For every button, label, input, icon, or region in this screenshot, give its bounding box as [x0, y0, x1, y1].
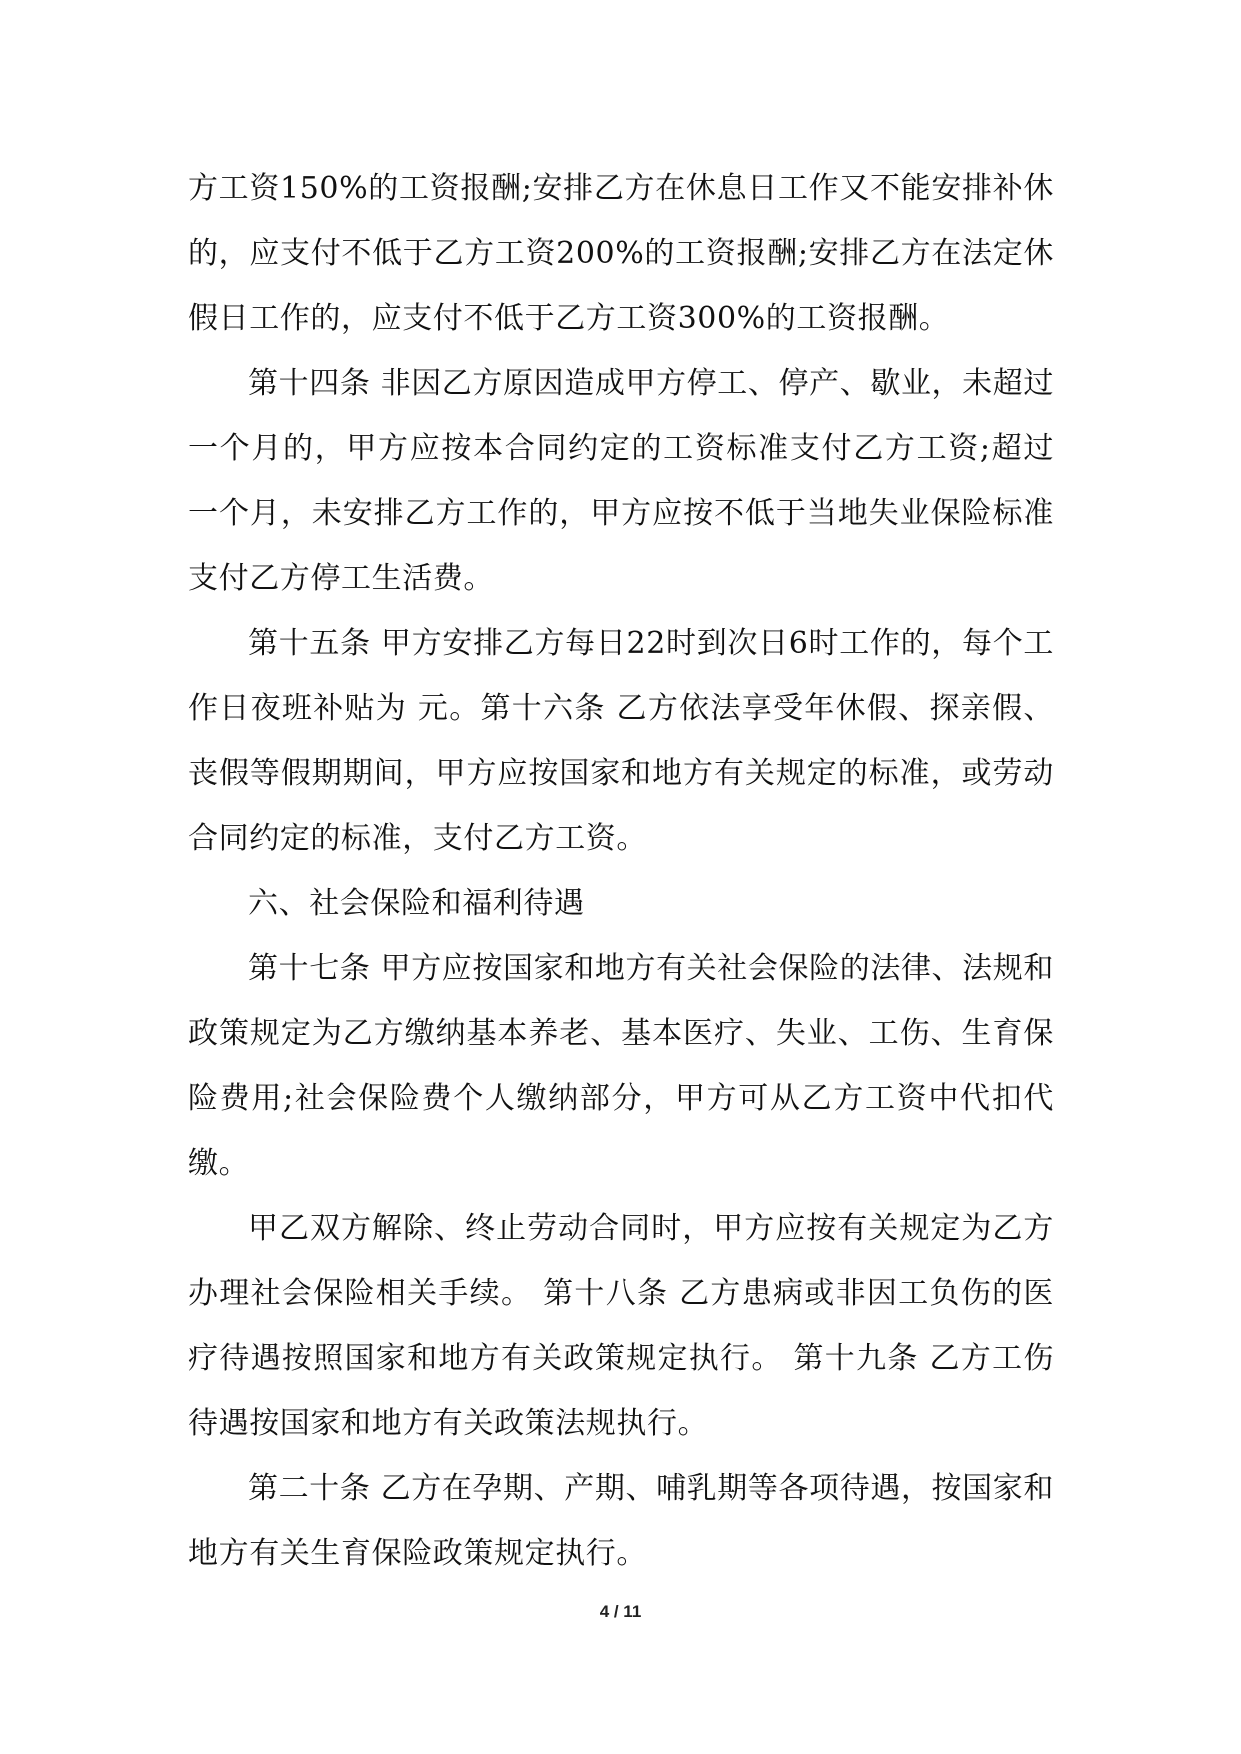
- document-body: [188, 156, 1054, 1586]
- paragraph-article-14: 第十四条 非因乙方原因造成甲方停工、停产、歇业，未超过一个月的，甲方应按本合同约定的工资标准支付乙方工资;超过一个月，未安排乙方工作的，甲方应按不低于当地失业保险标准支付乙方停工生活费。: [188, 366, 1054, 596]
- paragraph-wage-overtime: 方工资150%的工资报酬;安排乙方在休息日工作又不能安排补休的，应支付不低于乙方工资200%的工资报酬;安排乙方在法定休假日工作的，应支付不低于乙方工资300%的工资报酬。: [188, 171, 1054, 336]
- paragraph-article-15-16: 第十五条 甲方安排乙方每日22时到次日6时工作的，每个工作日夜班补贴为 元。第十六条 乙方依法享受年休假、探亲假、丧假等假期期间，甲方应按国家和地方有关规定的标准，或劳动合同约定的标准，支付乙方工资。: [188, 626, 1054, 856]
- paragraph-article-20: 第二十条 乙方在孕期、产期、哺乳期等各项待遇，按国家和地方有关生育保险政策规定执行。: [188, 1471, 1054, 1571]
- paragraph-article-18-19: 甲乙双方解除、终止劳动合同时，甲方应按有关规定为乙方办理社会保险相关手续。 第十八条 乙方患病或非因工负伤的医疗待遇按照国家和地方有关政策规定执行。 第十九条 乙方工伤待遇按国家和地方有关政策法规执行。: [188, 1211, 1054, 1441]
- paragraph-article-17: 第十七条 甲方应按国家和地方有关社会保险的法律、法规和政策规定为乙方缴纳基本养老、基本医疗、失业、工伤、生育保险费用;社会保险费个人缴纳部分，甲方可从乙方工资中代扣代缴。: [188, 951, 1054, 1181]
- section-heading-social-insurance: 六、社会保险和福利待遇: [248, 886, 585, 921]
- page-number: 4 / 11: [599, 1602, 642, 1621]
